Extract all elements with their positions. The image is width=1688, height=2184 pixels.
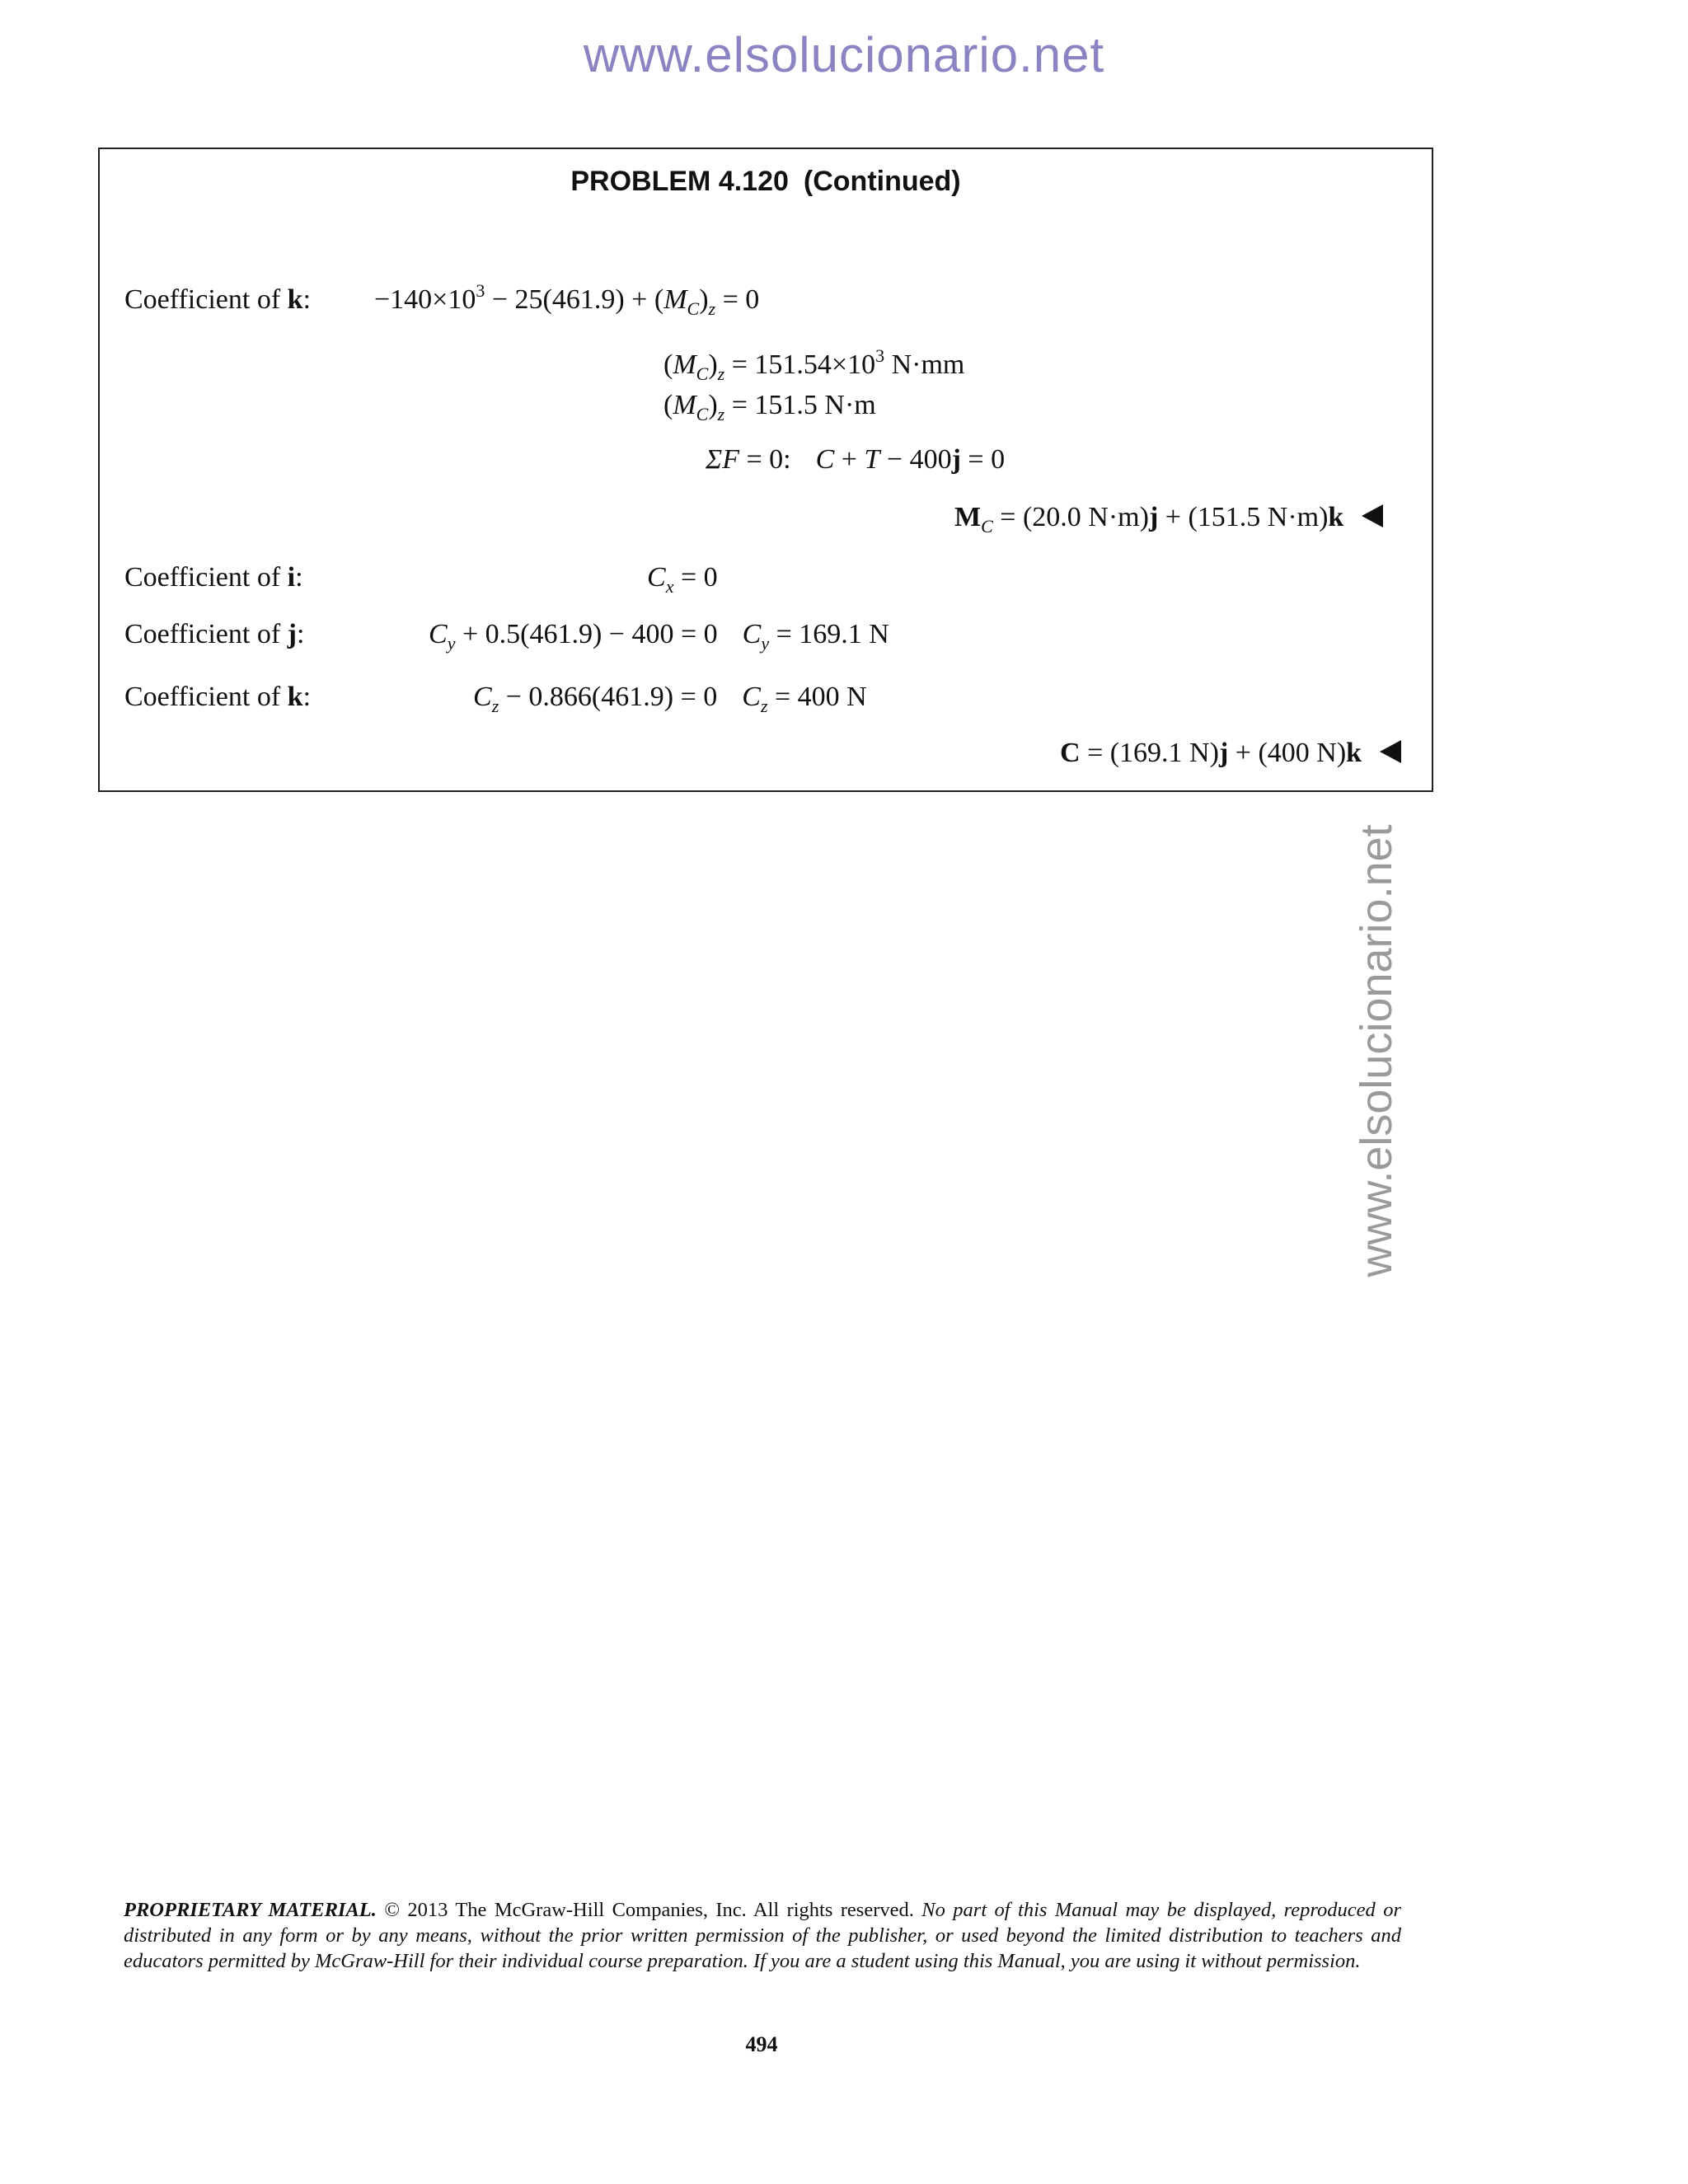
watermark-side: www.elsolucionario.net [1352, 824, 1401, 1277]
problem-continued: (Continued) [803, 166, 961, 197]
answer-moment-mc: $M_C = (20.0$ N·m)j + (151.5 N·m)k [954, 501, 1383, 534]
watermark-top: www.elsolucionario.net [583, 27, 1105, 82]
answer-marker-icon [1362, 504, 1383, 527]
problem-number: PROBLEM 4.120 [570, 166, 789, 197]
equation-moment-k: $-140\times 10^3 - 25(461.9) + (M_C)_z = 0$ [374, 280, 760, 319]
label-coefficient-i: Coefficient of i: [124, 562, 303, 593]
solution-box [98, 148, 1433, 792]
copyright-notice: PROPRIETARY MATERIAL. © 2013 The McGraw-Hill Companies, Inc. All rights reserved. No part of this Manual may be displayed, reproduced or distributed in any form or by any means, without the prior written permission of the publisher, or used beyond the limited distribution to teachers and educators permitted by McGraw-Hill for their individual course preparation. If you are a student using this Manual, you are using it without permission. [124, 1899, 1401, 1972]
label-coefficient-k: Coefficient of k: [124, 284, 312, 315]
equation-cz: $C_z - 0.866(461.9) = 0$ $C_z = 400$ N [473, 682, 867, 716]
equation-cx: $C_x = 0$ [647, 562, 718, 597]
label-coefficient-k-force: Coefficient of k: [124, 682, 312, 712]
problem-title [100, 166, 1432, 198]
answer-force-c: C = (169.1 N)j + (400 N)k [1060, 737, 1401, 770]
proprietary-label: PROPRIETARY MATERIAL. [124, 1899, 377, 1921]
equation-sum-forces: ΣF = 0: C + T − 400j = 0 [706, 444, 1006, 475]
equation-mcz-nm: $(M_C)_z = 151.5$ N·m [663, 390, 876, 424]
answer-marker-icon [1380, 740, 1401, 763]
label-coefficient-j: Coefficient of j: [124, 619, 305, 649]
page-number: 494 [745, 2032, 778, 2056]
equation-cy: $C_y + 0.5(461.9) - 400 = 0$ $C_y = 169.1$ N [429, 619, 889, 654]
equation-mcz-nmm: $(M_C)_z = 151.54\times 10^3$ N·mm [663, 345, 965, 384]
